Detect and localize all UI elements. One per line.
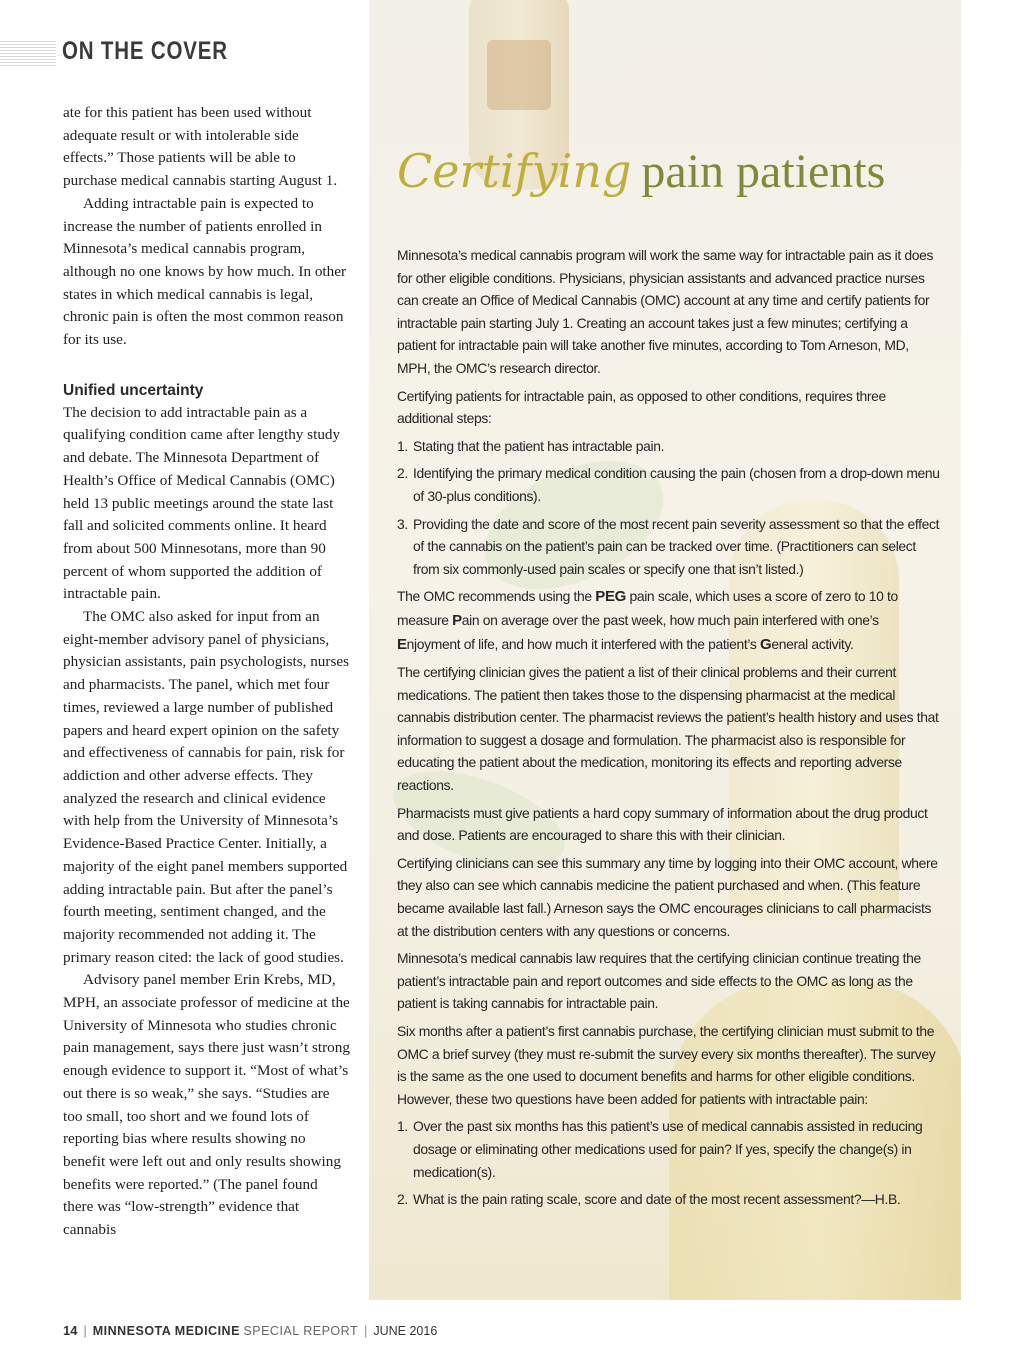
body-paragraph: ate for this patient has been used without adequate result or with intolerable side effects.” Those patients will be able to purchase medical cannabis starting August 1. — [63, 104, 338, 190]
sidebar-paragraph: The certifying clinician gives the patient a list of their clinical problems and their current medications. The patient then takes those to the dispensing pharmacist at the medical cannabis distribution center. The pharmacist reviews the patient’s health history and uses that information to suggest a dosage and formulation. The pharmacist also is responsible for educating the patient about the medication, monitoring its effects and reporting adverse reactions. — [397, 664, 939, 794]
list-item — [397, 1115, 943, 1183]
special-report-label: SPECIAL REPORT — [243, 1324, 359, 1338]
peg-text: eneral activity. — [771, 635, 854, 652]
sidebar-title — [397, 144, 886, 198]
sidebar-paragraph: Minnesota’s medical cannabis law requires that the certifying clinician continue treating the patient’s intractable pain and report outcomes and side effects to the OMC as long as the patient is taking cannabis for intractable pain. — [397, 950, 921, 1012]
sidebar-title-plain: pain patients — [641, 145, 886, 198]
peg-letter-e: E — [397, 635, 407, 653]
peg-text: pain scale, which uses a score of zero to 10 to measure — [397, 588, 898, 628]
left-column — [63, 102, 351, 1242]
subheading: Unified uncertainty — [63, 381, 204, 399]
sidebar-paragraph: Pharmacists must give patients a hard copy summary of information about the drug product and dose. Patients are encouraged to share this with their clinician. — [397, 804, 928, 844]
peg-paragraph — [397, 585, 943, 656]
peg-letter-p: P — [452, 611, 462, 629]
list-number: 3. — [397, 515, 408, 532]
header-decoration — [0, 40, 56, 66]
section-label: ON THE COVER — [62, 37, 228, 65]
footer-separator: | — [83, 1324, 87, 1338]
sidebar-paragraph: Certifying clinicians can see this summary any time by logging into their OMC account, where they also can see which cannabis medicine the patient purchased and when. (This feature became available last fall.) Arneson says the OMC encourages clinicians to call pharmacists at the distribution centers with any questions or concerns. — [397, 854, 938, 939]
body-paragraph: Adding intractable pain is expected to increase the number of patients enrolled in Minnesota’s medical cannabis program, although no one knows by how much. In other states in which medical cannabis is legal, chronic pain is often the most common reason for its use. — [63, 194, 347, 349]
questions-list — [397, 1115, 943, 1210]
sidebar-paragraph: Six months after a patient’s first cannabis purchase, the certifying clinician must submit to the OMC a brief survey (they must re-submit the survey every six months thereafter). The survey is the same as the one used to document benefits and harms for other eligible conditions. However, these two questions have been added for patients with intractable pain: — [397, 1023, 936, 1107]
list-text: Stating that the patient has intractable pain. — [413, 437, 665, 454]
list-item — [397, 513, 943, 581]
list-text: What is the pain rating scale, score and date of the most recent assessment?—H.B. — [413, 1191, 901, 1208]
page-number: 14 — [63, 1323, 78, 1338]
list-item — [397, 435, 943, 458]
body-paragraph: The OMC also asked for input from an eight-member advisory panel of physicians, physician assistants, pain psychologists, nurses and pharmacists. The panel, which met four times, reviewed a large number of published papers and heard expert opinion on the safety and effectiveness of cannabis for pain, risk for addiction and other adverse effects. They analyzed the research and clinical evidence with help from the University of Minnesota’s Evidence-Based Practice Center. Initially, a majority of the eight panel members supported adding intractable pain. But after the panel’s fourth meeting, sentiment changed, and the majority recommended not adding it. The primary reason cited: the lack of good studies. — [63, 608, 350, 966]
list-number: 2. — [397, 1191, 408, 1208]
list-number: 2. — [397, 465, 408, 482]
peg-text: The OMC recommends using the — [397, 588, 596, 605]
list-text: Over the past six months has this patient’s use of medical cannabis assisted in reducing dosage or eliminating other medications used for pain? If yes, specify the change(s) in medication(s). — [413, 1118, 923, 1180]
magazine-name: MINNESOTA MEDICINE — [92, 1324, 240, 1338]
body-paragraph: Advisory panel member Erin Krebs, MD, MPH, an associate professor of medicine at the University of Minnesota who studies chronic pain management, says there just wasn’t strong enough evidence to support it. “Most of what’s out there is so weak,” she says. “Studies are too small, too short and we found lots of reporting bias where results showing no benefit were left out and only results showing benefits were reported.” (The panel found there was “low-strength” evidence that cannabis — [63, 971, 350, 1239]
footer-separator: | — [364, 1324, 368, 1338]
sidebar-paragraph: Minnesota’s medical cannabis program will work the same way for intractable pain as it does for other eligible conditions. Physicians, physician assistants and advanced practice nurses can create an Office of Medical Cannabis (OMC) account at any time and certify patients for intractable pain starting July 1. Creating an account takes just a few minutes; certifying a patient for intractable pain will take another five minutes, according to Tom Arneson, MD, MPH, the OMC’s research director. — [397, 247, 934, 376]
background-cork-image — [487, 40, 551, 110]
page-footer — [63, 1323, 437, 1338]
sidebar-paragraph: Certifying patients for intractable pain, as opposed to other conditions, requires three additional steps: — [397, 387, 886, 427]
sidebar-body — [397, 244, 943, 1216]
issue-date: JUNE 2016 — [373, 1324, 438, 1338]
peg-text: njoyment of life, and how much it interfered with the patient’s — [406, 635, 761, 652]
list-text: Identifying the primary medical condition causing the pain (chosen from a drop-down menu of 30-plus conditions). — [413, 465, 940, 504]
list-item — [397, 1188, 943, 1211]
list-number: 1. — [397, 437, 408, 454]
sidebar-title-script: Certifying — [397, 144, 632, 198]
body-paragraph: The decision to add intractable pain as a qualifying condition came after lengthy study and debate. The Minnesota Department of Health’s Office of Medical Cannabis (OMC) held 13 public meetings around the state last fall and solicited comments online. It heard from about 500 Minnesotans, more than 90 percent of whom supported the addition of intractable pain. — [63, 403, 341, 603]
steps-list — [397, 435, 943, 581]
list-text: Providing the date and score of the most recent pain severity assessment so that the effect of the cannabis on the patient’s pain can be tracked over time. (Practitioners can select from six commonly-used pain scales or specify one that isn’t listed.) — [413, 515, 940, 577]
peg-text: ain on average over the past week, how much pain interfered with one’s — [461, 611, 879, 628]
peg-acronym: PEG — [595, 588, 626, 606]
peg-letter-g: G — [760, 635, 772, 653]
sidebar-box — [369, 0, 961, 1300]
list-item — [397, 462, 943, 507]
list-number: 1. — [397, 1118, 408, 1135]
